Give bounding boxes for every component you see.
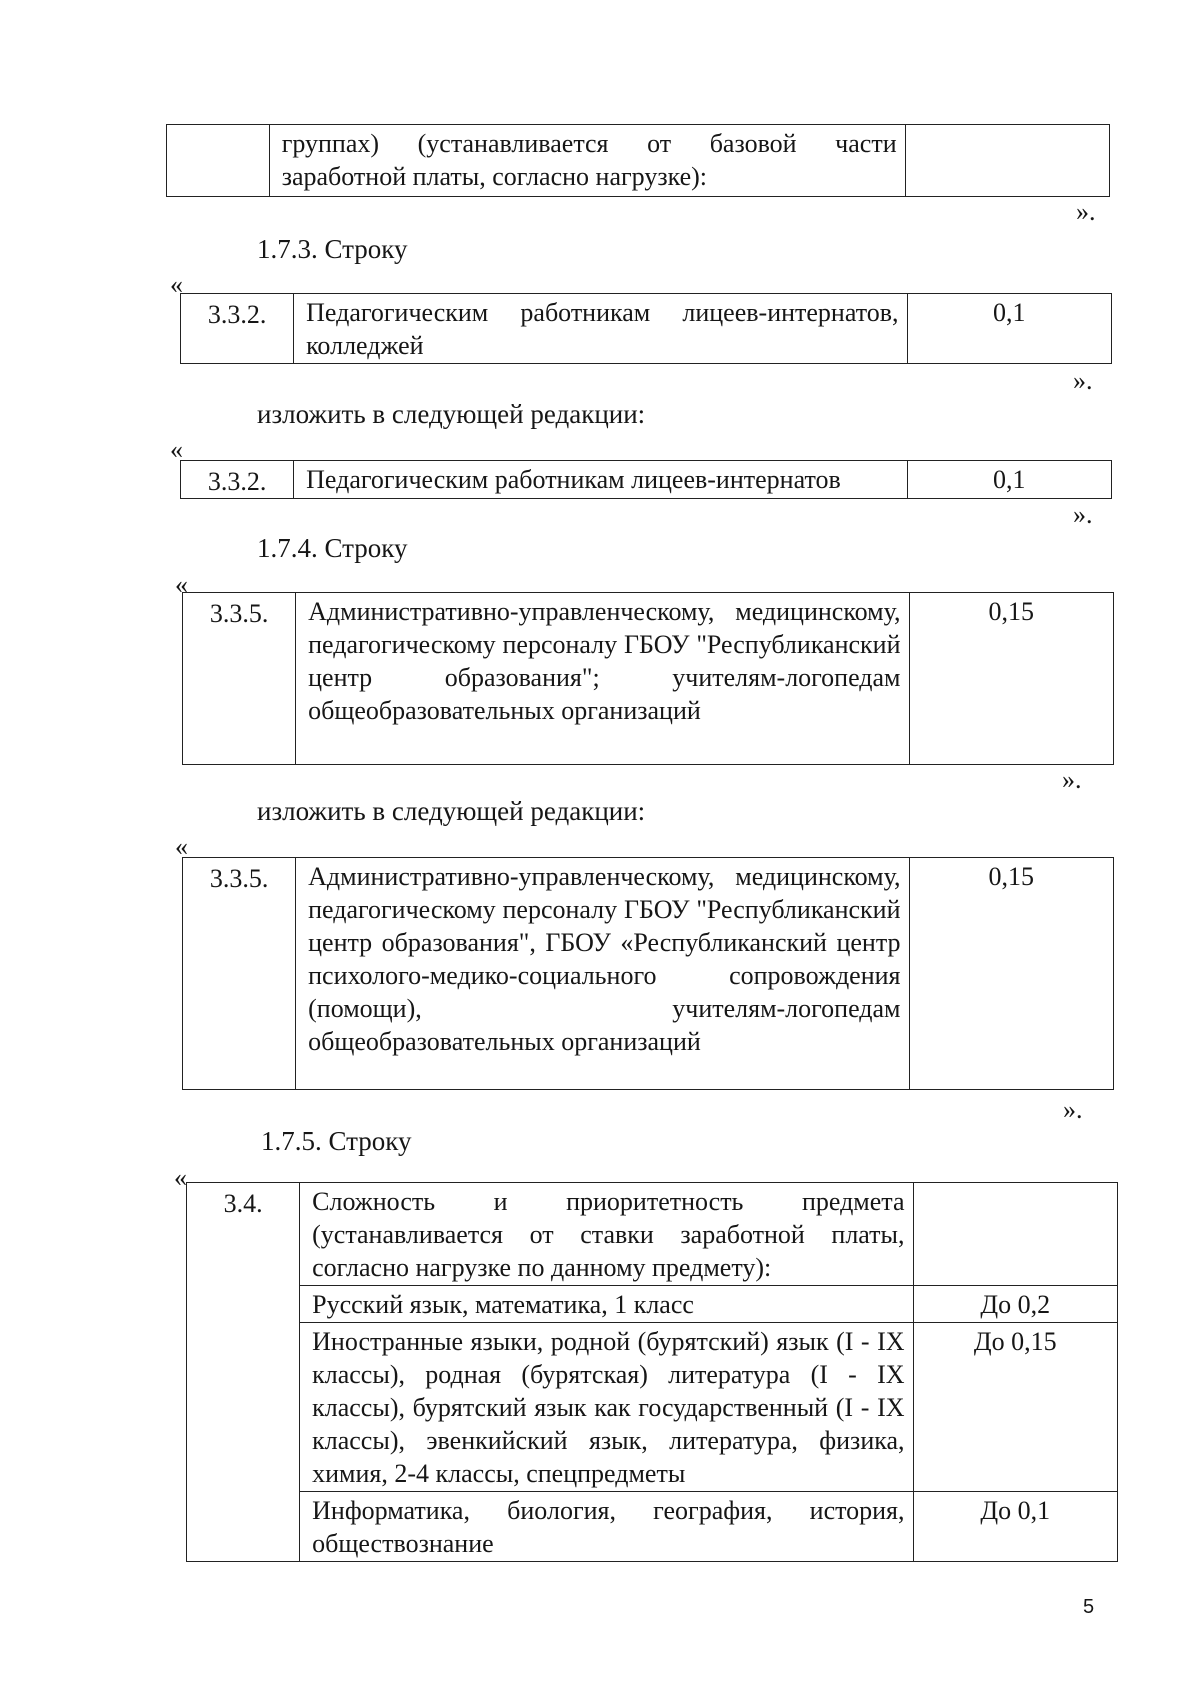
- opening-quote: «: [170, 270, 183, 299]
- row-text: группах) (устанавливается от базовой части заработной платы, согласно нагрузке):: [269, 125, 905, 197]
- row-text: Информатика, биология, география, история, обществознание: [300, 1492, 913, 1562]
- opening-quote: «: [170, 435, 183, 464]
- page-number: 5: [1083, 1596, 1095, 1618]
- row-number: [167, 125, 270, 197]
- table-row: [167, 125, 1110, 197]
- closing-quote: ».: [1073, 366, 1093, 395]
- table-row: [181, 461, 1112, 499]
- table-row: [187, 1492, 1118, 1562]
- section-heading: 1.7.3. Строку: [257, 234, 408, 264]
- table-continuation: [166, 124, 1110, 197]
- row-text: Педагогическим работникам лицеев-интернатов, колледжей: [294, 294, 907, 364]
- opening-quote: «: [175, 570, 188, 599]
- opening-quote: «: [175, 832, 188, 861]
- section-heading: 1.7.4. Строку: [257, 533, 408, 563]
- table-old-row-3-3-2: [180, 293, 1112, 364]
- row-number: 3.3.2.: [181, 461, 294, 499]
- table-row: [187, 1286, 1118, 1323]
- table-row-3-4: [186, 1182, 1118, 1562]
- row-text: Сложность и приоритетность предмета (устанавливается от ставки заработной платы, согласно нагрузке по данному предмету):: [300, 1183, 913, 1286]
- row-text: Русский язык, математика, 1 класс: [300, 1286, 913, 1323]
- row-text: Иностранные языки, родной (бурятский) язык (I - IX классы), родная (бурятская) литература (I - IX классы), бурятский язык как государственный (I - IX классы), эвенкийский язык, литература, физика, химия, 2-4 классы, спецпредметы: [300, 1323, 913, 1492]
- row-value: До 0,2: [913, 1286, 1117, 1323]
- row-value: 0,15: [909, 593, 1113, 765]
- table-row: [187, 1323, 1118, 1492]
- row-text: Административно-управленческому, медицинскому, педагогическому персоналу ГБОУ "Республиканский центр образования", ГБОУ «Республиканский центр психолого-медико-социального сопровождения (помощи), учителям-логопедам общеобразовательных организаций: [296, 858, 909, 1090]
- opening-quote: «: [174, 1163, 187, 1192]
- closing-quote: ».: [1076, 197, 1096, 226]
- replace-instruction: изложить в следующей редакции:: [257, 399, 646, 429]
- table-row: [187, 1183, 1118, 1286]
- row-value: До 0,1: [913, 1492, 1117, 1562]
- row-number: 3.3.2.: [181, 294, 294, 364]
- table-new-row-3-3-2: [180, 460, 1112, 499]
- closing-quote: ».: [1063, 1095, 1083, 1124]
- row-value: До 0,15: [913, 1323, 1117, 1492]
- row-value: 0,15: [909, 858, 1113, 1090]
- row-value: 0,1: [907, 461, 1111, 499]
- row-value: [905, 125, 1109, 197]
- table-row: [181, 294, 1112, 364]
- row-text: Педагогическим работникам лицеев-интернатов: [294, 461, 907, 499]
- replace-instruction: изложить в следующей редакции:: [257, 796, 646, 826]
- row-text: Административно-управленческому, медицинскому, педагогическому персоналу ГБОУ "Республиканский центр образования"; учителям-логопедам общеобразовательных организаций: [296, 593, 909, 765]
- table-old-row-3-3-5: [182, 592, 1114, 765]
- row-number: 3.4.: [187, 1183, 300, 1562]
- section-heading: 1.7.5. Строку: [261, 1126, 412, 1156]
- table-row: [183, 593, 1114, 765]
- closing-quote: ».: [1073, 500, 1093, 529]
- closing-quote: ».: [1062, 765, 1082, 794]
- table-new-row-3-3-5: [182, 857, 1114, 1090]
- row-number: 3.3.5.: [183, 593, 296, 765]
- row-number: 3.3.5.: [183, 858, 296, 1090]
- table-row: [183, 858, 1114, 1090]
- row-value: [913, 1183, 1117, 1286]
- row-value: 0,1: [907, 294, 1111, 364]
